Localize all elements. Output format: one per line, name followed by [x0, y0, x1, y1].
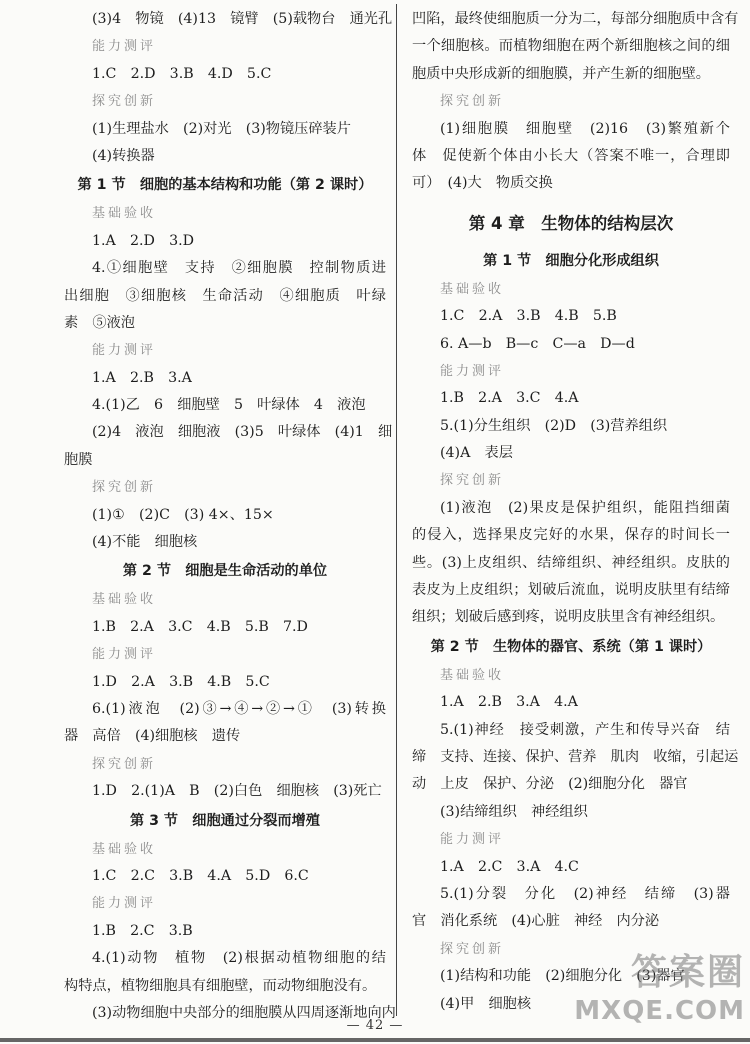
answer-line: 5.(1)神经 接受刺激，产生和传导兴奋 结 [440, 721, 730, 738]
subsection-label: 探究创新 [440, 94, 505, 110]
subsection-label: 基础验收 [92, 206, 157, 222]
subsection-label: 能力测评 [92, 647, 157, 663]
answer-line: 出细胞 ③细胞核 生命活动 ④细胞质 叶绿 [64, 287, 386, 304]
answer-line: (1)生理盐水 (2)对光 (3)物镜压碎装片 [92, 120, 351, 137]
subsection-label: 能力测评 [92, 343, 157, 359]
answer-line: (2)4 液泡 细胞液 (3)5 叶绿体 (4)1 细 [92, 424, 393, 441]
right-column [412, 6, 739, 1018]
left-column [64, 6, 396, 1027]
watermark-line-1: 答案圈 [630, 952, 745, 993]
answer-line: (4)甲 细胞核 [440, 995, 532, 1012]
subsection-label: 基础验收 [92, 592, 157, 608]
answer-line: 1.A 2.B 3.A [92, 369, 192, 386]
answer-line: 1.C 2.A 3.B 4.B 5.B [440, 308, 617, 325]
subsection-label: 能力测评 [92, 39, 157, 55]
answer-line: 的侵入，选择果皮完好的水果，保存的时间长一 [412, 527, 730, 544]
subsection-label: 探究创新 [92, 480, 157, 496]
chapter-heading: 第 4 章 生物体的结构层次 [468, 213, 674, 233]
answer-line: 可） (4)大 物质交换 [412, 175, 553, 192]
answer-line: 构特点，植物细胞具有细胞壁，而动物细胞没有。 [64, 977, 377, 994]
answer-line: 1.D 2.A 3.B 4.B 5.C [92, 673, 270, 690]
answer-line: 4.(1)动物 植物 (2)根据动植物细胞的结 [92, 950, 386, 967]
section-heading: 第 3 节 细胞通过分裂而增殖 [129, 812, 320, 829]
answer-line: 动 上皮 保护、分泌 (2)细胞分化 器官 [412, 776, 688, 793]
section-heading: 第 2 节 细胞是生命活动的单位 [122, 563, 328, 580]
answer-line: (1)细胞膜 细胞壁 (2)16 (3)繁殖新个 [440, 120, 730, 137]
subsection-label: 能力测评 [92, 896, 157, 912]
answer-line: (1)液泡 (2)果皮是保护组织，能阻挡细菌 [440, 499, 730, 516]
subsection-label: 探究创新 [440, 941, 505, 957]
answer-line: 体 促使新个体由小长大（答案不唯一，合理即 [412, 147, 730, 164]
answer-line: 1.B 2.C 3.B [92, 922, 193, 939]
section-heading: 第 2 节 生物体的器官、系统（第 1 课时） [430, 638, 712, 655]
answer-line: 5.(1)分生组织 (2)D (3)营养组织 [440, 417, 668, 434]
answer-line: (4)A 表层 [440, 445, 513, 462]
answer-line: 6.(1)液泡 (2)③→④→②→① (3)转换 [92, 700, 386, 717]
answer-line: 1.C 2.C 3.B 4.A 5.D 6.C [92, 867, 309, 884]
answer-line: 表皮为上皮组织；划破后流血，说明皮肤里有结缔 [412, 582, 730, 599]
answer-line: 凹陷，最终使细胞质一分为二，每部分细胞质中含有 [412, 11, 739, 27]
watermark-line-2: MXQE.COM [574, 996, 745, 1026]
answer-line: 5.(1)分裂 分化 (2)神经 结缔 (3)器 [440, 885, 730, 902]
subsection-label: 基础验收 [440, 281, 505, 297]
answer-line: 1.B 2.A 3.C 4.B 5.B 7.D [92, 618, 308, 635]
subsection-label: 基础验收 [92, 841, 157, 857]
section-heading: 第 1 节 细胞的基本结构和功能（第 2 课时） [77, 177, 373, 194]
answer-line: 4.①细胞壁 支持 ②细胞膜 控制物质进 [92, 260, 386, 277]
subsection-label: 基础验收 [440, 667, 505, 683]
watermark-logo [560, 950, 745, 1035]
answer-line: 1.A 2.D 3.D [92, 232, 194, 249]
answer-line: 素 ⑤液泡 [64, 314, 135, 331]
subsection-label: 探究创新 [440, 473, 505, 489]
answer-line: 一个细胞核。而植物细胞在两个新细胞核之间的细 [412, 38, 730, 55]
answer-line: 6. A—b B—c C—a D—d [440, 335, 635, 352]
answer-line: (1)① (2)C (3) 4×、15× [92, 506, 274, 523]
answer-line: 器 高倍 (4)细胞核 遗传 [64, 728, 241, 745]
answer-line: 官 消化系统 (4)心脏 神经 内分泌 [412, 913, 660, 930]
answer-line: 1.D 2.(1)A B (2)白色 细胞核 (3)死亡 [92, 783, 382, 800]
answer-line: 1.C 2.D 3.B 4.D 5.C [92, 65, 272, 82]
answer-line: 些。(3)上皮组织、结缔组织、神经组织。皮肤的 [412, 554, 730, 571]
subsection-label: 能力测评 [440, 832, 505, 848]
section-heading: 第 1 节 细胞分化形成组织 [483, 252, 659, 269]
page-number: — 42 — [346, 1018, 404, 1033]
answer-line: 1.B 2.A 3.C 4.A [440, 390, 579, 407]
answer-line: 胞膜 [64, 451, 93, 468]
subsection-label: 探究创新 [92, 94, 157, 110]
column-divider [396, 4, 397, 1016]
answer-line: (3)结缔组织 神经组织 [440, 803, 588, 820]
answer-line: 胞质中央形成新的细胞膜，并产生新的细胞壁。 [412, 65, 710, 82]
answer-line: (3)4 物镜 (4)13 镜臂 (5)载物台 通光孔 [92, 11, 393, 27]
answer-line: (3)动物细胞中央部分的细胞膜从四周逐渐地向内 [92, 1004, 396, 1021]
answer-line: (1)结构和功能 (2)细胞分化 (3)器官 [440, 968, 685, 985]
bottom-rule [0, 1038, 750, 1042]
answer-line: (4)转换器 [92, 147, 155, 164]
answer-line: 1.A 2.B 3.A 4.A [440, 694, 578, 711]
subsection-label: 能力测评 [440, 363, 505, 379]
answer-line: (4)不能 细胞核 [92, 534, 198, 551]
answer-line: 1.A 2.C 3.A 4.C [440, 858, 579, 875]
answer-line: 组织；划破后感到疼，说明皮肤里含有神经组织。 [412, 609, 725, 626]
answer-line: 4.(1)乙 6 细胞壁 5 叶绿体 4 液泡 [92, 397, 366, 414]
answer-line: 缔 支持、连接、保护、营养 肌肉 收缩，引起运 [412, 748, 739, 765]
subsection-label: 探究创新 [92, 756, 157, 772]
